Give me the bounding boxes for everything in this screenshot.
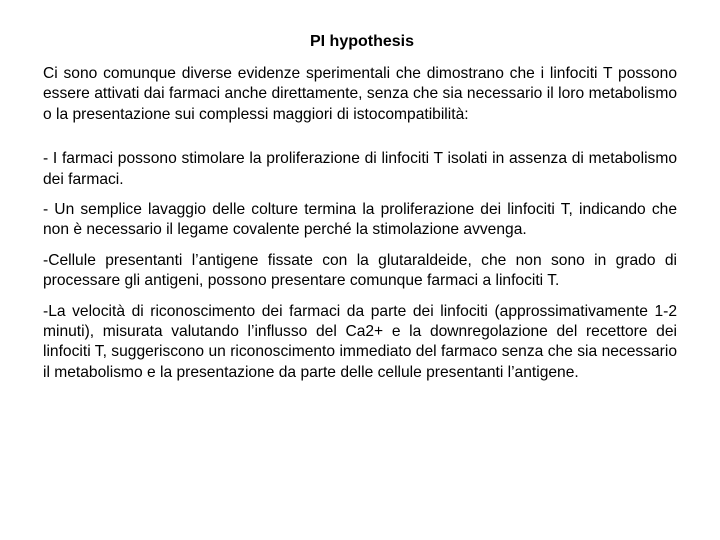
- slide-body: [43, 64, 677, 393]
- evidence-point-3: -Cellule presentanti l’antigene fissate con la glutaraldeide, che non sono in grado di processare gli antigeni, possono presentare comunque farmaci a linfociti T.: [43, 251, 677, 290]
- evidence-point-1: - I farmaci possono stimolare la proliferazione di linfociti T isolati in assenza di metabolismo dei farmaci.: [43, 150, 677, 188]
- slide-title: PI hypothesis: [309, 33, 415, 50]
- intro-paragraph: Ci sono comunque diverse evidenze sperimentali che dimostrano che i linfociti T possono essere attivati dai farmaci anche direttamente, senza che sia necessario il loro metabolismo o la presentazione sui complessi maggiori di istocompatibilità:: [43, 65, 677, 123]
- evidence-point-4: -La velocità di riconoscimento dei farmaci da parte dei linfociti (approssimativamente 1-2 minuti), misurata valutando l’influsso del Ca2+ e la downregolazione del recettore dei linfociti T, suggeriscono un riconoscimento immediato del farmaco senza che sia necessario il metabolismo e la presentazione da parte delle cellule presentanti l’antigene.: [43, 302, 677, 381]
- evidence-point-2: - Un semplice lavaggio delle colture termina la proliferazione dei linfociti T, indicando che non è necessario il legame covalente perché la stimolazione avvenga.: [43, 201, 677, 239]
